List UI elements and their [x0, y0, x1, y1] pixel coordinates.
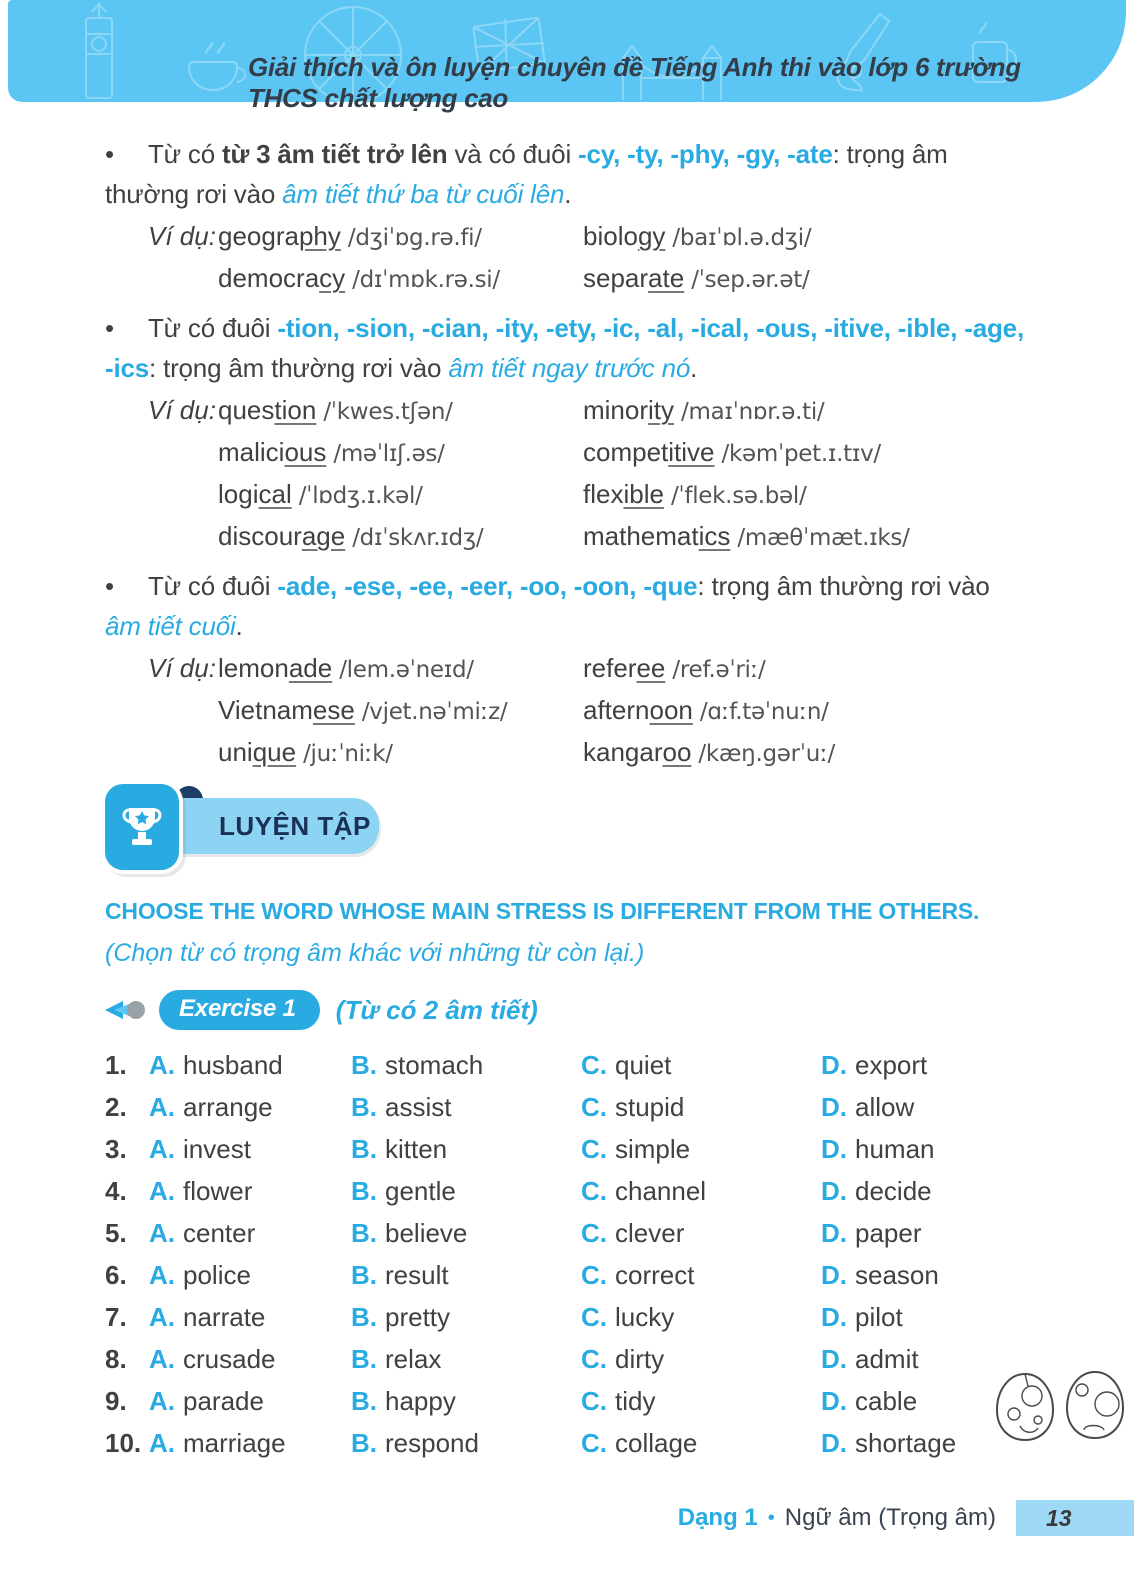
- example-word-stressed-suffix: phy: [298, 221, 341, 251]
- option-word: allow: [855, 1091, 915, 1122]
- option-c: [581, 1050, 821, 1081]
- example-ipa: /kæŋ.gərˈuː/: [698, 741, 835, 767]
- option-word: pilot: [855, 1301, 903, 1332]
- example-ipa: /lem.əˈneɪd/: [339, 657, 474, 683]
- rule-focus: âm tiết thứ ba từ cuối lên: [282, 179, 565, 209]
- option-letter: C.: [581, 1175, 607, 1206]
- option-a: [149, 1302, 351, 1333]
- example-item: [583, 516, 1029, 558]
- question-number: 6.: [105, 1259, 127, 1290]
- question-row-8: [105, 1338, 1029, 1380]
- rule-lead2: và có đuôi: [447, 139, 579, 169]
- option-d: [821, 1260, 1029, 1291]
- question-number: 2.: [105, 1091, 127, 1122]
- example-word: malici: [218, 437, 285, 467]
- example-word: Vietnam: [218, 695, 313, 725]
- rule-end: .: [564, 179, 572, 209]
- rule-tail: : trọng âm thường rơi vào: [697, 571, 990, 601]
- option-letter: D.: [821, 1259, 847, 1290]
- option-b: [351, 1344, 581, 1375]
- option-word: relax: [385, 1343, 442, 1374]
- example-ipa: /ɑːf.təˈnuːn/: [699, 699, 829, 725]
- option-letter: B.: [351, 1259, 377, 1290]
- option-a: [149, 1344, 351, 1375]
- big-ben-doodle-icon: [86, 4, 112, 98]
- rule-lead: Từ có: [148, 139, 222, 169]
- example-ipa: /mæθˈmæt.ɪks/: [737, 525, 910, 551]
- footer-bullet: •: [767, 1506, 775, 1529]
- practice-badge-ribbon: [167, 798, 379, 854]
- rule-lead-bold: từ 3 âm tiết trở lên: [222, 139, 448, 169]
- example-ipa: /ˈsep.ər.ət/: [691, 267, 810, 293]
- example-ipa: /məˈlɪʃ.əs/: [333, 441, 445, 467]
- option-word: pretty: [385, 1301, 451, 1332]
- example-ipa: /baɪˈɒl.ə.dʒi/: [672, 225, 812, 251]
- option-letter: A.: [149, 1217, 175, 1248]
- example-word: flex: [583, 479, 624, 509]
- example-ipa: /dɪˈmɒk.rə.si/: [352, 267, 500, 293]
- exercise-pill: Exercise 1: [159, 990, 320, 1030]
- question-number: 3.: [105, 1133, 127, 1164]
- example-word-stressed-suffix: ade: [288, 653, 333, 683]
- option-word: stomach: [385, 1049, 484, 1080]
- option-letter: B.: [351, 1175, 377, 1206]
- option-letter: C.: [581, 1091, 607, 1122]
- footer-chapter-title: Ngữ âm (Trọng âm): [784, 1504, 996, 1531]
- example-label: Ví dụ:: [148, 653, 216, 683]
- example-label: Ví dụ:: [148, 395, 216, 425]
- example-word-stressed-suffix: ous: [284, 437, 327, 467]
- question-row-3: [105, 1128, 1029, 1170]
- option-word: export: [855, 1049, 928, 1080]
- option-a: [149, 1218, 351, 1249]
- question-number: 4.: [105, 1175, 127, 1206]
- teacup-doodle-icon: [189, 42, 245, 90]
- option-b: [351, 1302, 581, 1333]
- option-letter: A.: [149, 1175, 175, 1206]
- option-d: [821, 1050, 1029, 1081]
- example-word-stressed-suffix: ity: [648, 395, 675, 425]
- question-number: 5.: [105, 1217, 127, 1248]
- option-letter: C.: [581, 1259, 607, 1290]
- page-header-title: Giải thích và ôn luyện chuyên đề Tiếng Anh thi vào lớp 6 trường THCS chất lượng cao: [248, 52, 1021, 113]
- example-word: discour: [218, 521, 302, 551]
- option-b: [351, 1260, 581, 1291]
- option-word: quiet: [615, 1049, 672, 1080]
- option-word: invest: [183, 1133, 251, 1164]
- comet-icon: [105, 995, 149, 1025]
- option-word: narrate: [183, 1301, 266, 1332]
- bullet-marker: •: [105, 139, 114, 169]
- example-item: [583, 390, 1029, 432]
- example-word: minor: [583, 395, 649, 425]
- option-word: gentle: [385, 1175, 456, 1206]
- example-word-stressed-suffix: tion: [274, 395, 317, 425]
- example-item: [583, 732, 1029, 774]
- example-ipa: /ˈkwes.tʃən/: [323, 399, 453, 425]
- example-word-stressed-suffix: oon: [649, 695, 693, 725]
- option-letter: D.: [821, 1427, 847, 1458]
- option-d: [821, 1092, 1029, 1123]
- option-b: [351, 1050, 581, 1081]
- rule-suffix-list: -cy, -ty, -phy, -gy, -ate: [578, 139, 833, 169]
- option-letter: B.: [351, 1217, 377, 1248]
- page-number: 13: [1046, 1504, 1072, 1531]
- option-d: [821, 1218, 1029, 1249]
- example-word: aftern: [583, 695, 650, 725]
- trophy-icon: [121, 804, 163, 850]
- option-word: cable: [855, 1385, 918, 1416]
- option-b: [351, 1176, 581, 1207]
- example-word: democra: [218, 263, 320, 293]
- option-a: [149, 1050, 351, 1081]
- option-a: [149, 1134, 351, 1165]
- rule-lead: Từ có đuôi: [148, 571, 278, 601]
- option-word: tidy: [615, 1385, 656, 1416]
- exercise-instructions-vi: (Chọn từ có trọng âm khác với những từ còn lại.): [105, 939, 645, 967]
- option-word: arrange: [183, 1091, 273, 1122]
- option-letter: A.: [149, 1343, 175, 1374]
- option-letter: A.: [149, 1385, 175, 1416]
- bullet-marker: •: [105, 313, 114, 343]
- option-word: police: [183, 1259, 251, 1290]
- rule-suffix-list: -tion, -sion, -cian, -ity, -ety, -ic, -al, -ical, -ous, -itive, -ible, -age, -ics: [105, 313, 1024, 383]
- example-item: [583, 258, 1029, 300]
- exercise-instructions-en: CHOOSE THE WORD WHOSE MAIN STRESS IS DIFFERENT FROM THE OTHERS.: [105, 898, 980, 924]
- rule-tail: : trọng âm thường rơi vào: [149, 353, 449, 383]
- option-word: collage: [615, 1427, 698, 1458]
- example-ipa: /kəmˈpet.ɪ.tɪv/: [721, 441, 881, 467]
- option-letter: D.: [821, 1343, 847, 1374]
- option-word: result: [385, 1259, 449, 1290]
- option-letter: C.: [581, 1385, 607, 1416]
- example-word: compet: [583, 437, 669, 467]
- example-word: separ: [583, 263, 649, 293]
- example-item: [218, 648, 583, 690]
- option-word: correct: [615, 1259, 695, 1290]
- question-row-2: [105, 1086, 1029, 1128]
- option-c: [581, 1092, 821, 1123]
- option-word: parade: [183, 1385, 264, 1416]
- option-word: season: [855, 1259, 939, 1290]
- rule-end: .: [690, 353, 698, 383]
- option-word: respond: [385, 1427, 479, 1458]
- option-c: [581, 1428, 821, 1459]
- example-word-stressed-suffix: itive: [668, 437, 715, 467]
- question-row-6: [105, 1254, 1029, 1296]
- option-b: [351, 1218, 581, 1249]
- option-letter: A.: [149, 1133, 175, 1164]
- option-b: [351, 1428, 581, 1459]
- example-word-stressed-suffix: gy: [637, 221, 666, 251]
- example-ipa: /dʒiˈɒg.rə.fi/: [347, 225, 482, 251]
- page-content: [105, 134, 1029, 1464]
- option-d: [821, 1134, 1029, 1165]
- option-letter: D.: [821, 1301, 847, 1332]
- egg-doodle-icon: [1067, 1372, 1123, 1438]
- question-row-7: [105, 1296, 1029, 1338]
- question-row-9: [105, 1380, 1029, 1422]
- example-word: lemon: [218, 653, 289, 683]
- rule-end: .: [235, 611, 243, 641]
- egg-doodle-icon: [997, 1374, 1053, 1440]
- example-word: kangar: [583, 737, 663, 767]
- option-letter: B.: [351, 1343, 377, 1374]
- option-letter: C.: [581, 1049, 607, 1080]
- question-row-1: [105, 1044, 1029, 1086]
- page-footer: [678, 1500, 1134, 1536]
- example-ipa: /maɪˈnɒr.ə.ti/: [681, 399, 825, 425]
- example-ipa: /vjet.nəˈmiːz/: [361, 699, 508, 725]
- example-word: geogra: [218, 221, 299, 251]
- option-word: dirty: [615, 1343, 665, 1374]
- rule-focus: âm tiết cuối: [105, 611, 236, 641]
- option-a: [149, 1176, 351, 1207]
- option-word: husband: [183, 1049, 283, 1080]
- option-a: [149, 1428, 351, 1459]
- option-c: [581, 1344, 821, 1375]
- option-word: kitten: [385, 1133, 448, 1164]
- option-a: [149, 1386, 351, 1417]
- example-word-stressed-suffix: ese: [312, 695, 355, 725]
- option-word: assist: [385, 1091, 452, 1122]
- examples-rule-2: [148, 390, 1029, 558]
- bullet-marker: •: [105, 571, 114, 601]
- example-item: [583, 690, 1029, 732]
- option-letter: B.: [351, 1133, 377, 1164]
- option-word: clever: [615, 1217, 685, 1248]
- example-word: logi: [218, 479, 259, 509]
- rule-suffix-list: -ade, -ese, -ee, -eer, -oo, -oon, -que: [277, 571, 698, 601]
- option-letter: D.: [821, 1049, 847, 1080]
- option-letter: D.: [821, 1175, 847, 1206]
- example-item: [218, 732, 583, 774]
- option-d: [821, 1302, 1029, 1333]
- practice-badge-label: LUYỆN TẬP: [219, 810, 371, 841]
- example-item: [583, 432, 1029, 474]
- option-letter: A.: [149, 1301, 175, 1332]
- option-word: lucky: [615, 1301, 675, 1332]
- option-a: [149, 1260, 351, 1291]
- option-word: flower: [183, 1175, 253, 1206]
- examples-rule-1: [148, 216, 1029, 300]
- egg-doodles: [992, 1364, 1132, 1454]
- option-word: center: [183, 1217, 256, 1248]
- example-word: uni: [218, 737, 253, 767]
- stress-rule-2: [105, 308, 1029, 388]
- option-b: [351, 1386, 581, 1417]
- option-letter: B.: [351, 1301, 377, 1332]
- examples-rule-3: [148, 648, 1029, 774]
- option-letter: B.: [351, 1427, 377, 1458]
- example-item: [583, 216, 1029, 258]
- option-letter: B.: [351, 1385, 377, 1416]
- example-ipa: /ˈflek.sə.bəl/: [670, 483, 807, 509]
- footer-section-label: Dạng 1: [677, 1504, 758, 1531]
- option-d: [821, 1176, 1029, 1207]
- option-letter: D.: [821, 1385, 847, 1416]
- example-item: [218, 474, 583, 516]
- option-c: [581, 1386, 821, 1417]
- rule-tail: : trọng âm thường rơi vào: [105, 139, 948, 209]
- exercise-header: [105, 990, 1029, 1030]
- example-word-stressed-suffix: que: [252, 737, 297, 767]
- question-number: 10.: [105, 1427, 142, 1458]
- example-word: refer: [583, 653, 637, 683]
- option-letter: B.: [351, 1049, 377, 1080]
- option-word: simple: [615, 1133, 691, 1164]
- example-item: [218, 432, 583, 474]
- example-item: [583, 648, 1029, 690]
- option-word: decide: [855, 1175, 932, 1206]
- option-letter: C.: [581, 1217, 607, 1248]
- option-word: shortage: [855, 1427, 957, 1458]
- example-ipa: /ˈlɒdʒ.ɪ.kəl/: [298, 483, 423, 509]
- option-letter: A.: [149, 1091, 175, 1122]
- example-word-stressed-suffix: cy: [319, 263, 346, 293]
- option-letter: D.: [821, 1091, 847, 1122]
- page-header-banner: [8, 0, 1126, 113]
- option-letter: B.: [351, 1091, 377, 1122]
- example-word-stressed-suffix: ics: [698, 521, 731, 551]
- option-word: admit: [855, 1343, 919, 1374]
- option-word: stupid: [615, 1091, 685, 1122]
- exercise-note: (Từ có 2 âm tiết): [335, 994, 538, 1025]
- example-item: [583, 474, 1029, 516]
- example-ipa: /ref.əˈriː/: [672, 657, 766, 683]
- option-c: [581, 1218, 821, 1249]
- example-ipa: /juːˈniːk/: [303, 741, 393, 767]
- example-word-stressed-suffix: age: [301, 521, 346, 551]
- option-letter: D.: [821, 1133, 847, 1164]
- question-row-10: [105, 1422, 1029, 1464]
- stress-rule-1: [105, 134, 1029, 214]
- option-word: human: [855, 1133, 935, 1164]
- practice-section-badge: [105, 782, 1029, 884]
- example-label: Ví dụ:: [148, 221, 216, 251]
- option-c: [581, 1260, 821, 1291]
- example-word-stressed-suffix: oo: [662, 737, 692, 767]
- question-number: 7.: [105, 1301, 127, 1332]
- practice-badge-square: [101, 780, 183, 874]
- option-c: [581, 1302, 821, 1333]
- example-word-stressed-suffix: ate: [648, 263, 685, 293]
- rule-lead: Từ có đuôi: [148, 313, 278, 343]
- option-c: [581, 1176, 821, 1207]
- option-word: crusade: [183, 1343, 276, 1374]
- option-word: happy: [385, 1385, 456, 1416]
- option-word: paper: [855, 1217, 922, 1248]
- option-letter: C.: [581, 1343, 607, 1374]
- example-word-stressed-suffix: cal: [258, 479, 292, 509]
- option-a: [149, 1092, 351, 1123]
- footer-page-box: [1016, 1500, 1134, 1536]
- option-word: believe: [385, 1217, 468, 1248]
- question-number: 8.: [105, 1343, 127, 1374]
- question-number: 9.: [105, 1385, 127, 1416]
- option-c: [581, 1134, 821, 1165]
- option-letter: C.: [581, 1301, 607, 1332]
- option-letter: A.: [149, 1427, 175, 1458]
- example-item: [218, 690, 583, 732]
- example-word-stressed-suffix: ee: [636, 653, 666, 683]
- stress-rule-3: [105, 566, 1029, 646]
- option-letter: C.: [581, 1133, 607, 1164]
- example-word: ques: [218, 395, 275, 425]
- question-number: 1.: [105, 1049, 127, 1080]
- option-letter: D.: [821, 1217, 847, 1248]
- rule-focus: âm tiết ngay trước nó: [448, 353, 691, 383]
- example-item: [218, 516, 583, 558]
- example-ipa: /dɪˈskʌr.ɪdʒ/: [352, 525, 484, 551]
- example-word: mathemat: [583, 521, 699, 551]
- question-list: [105, 1044, 1029, 1464]
- example-item: [218, 216, 583, 258]
- example-item: [218, 390, 583, 432]
- option-letter: A.: [149, 1259, 175, 1290]
- option-b: [351, 1134, 581, 1165]
- option-b: [351, 1092, 581, 1123]
- example-word-stressed-suffix: ible: [623, 479, 664, 509]
- option-word: channel: [615, 1175, 707, 1206]
- option-letter: A.: [149, 1049, 175, 1080]
- option-word: marriage: [183, 1427, 286, 1458]
- example-word: biolo: [583, 221, 638, 251]
- question-row-5: [105, 1212, 1029, 1254]
- question-row-4: [105, 1170, 1029, 1212]
- example-item: [218, 258, 583, 300]
- option-letter: C.: [581, 1427, 607, 1458]
